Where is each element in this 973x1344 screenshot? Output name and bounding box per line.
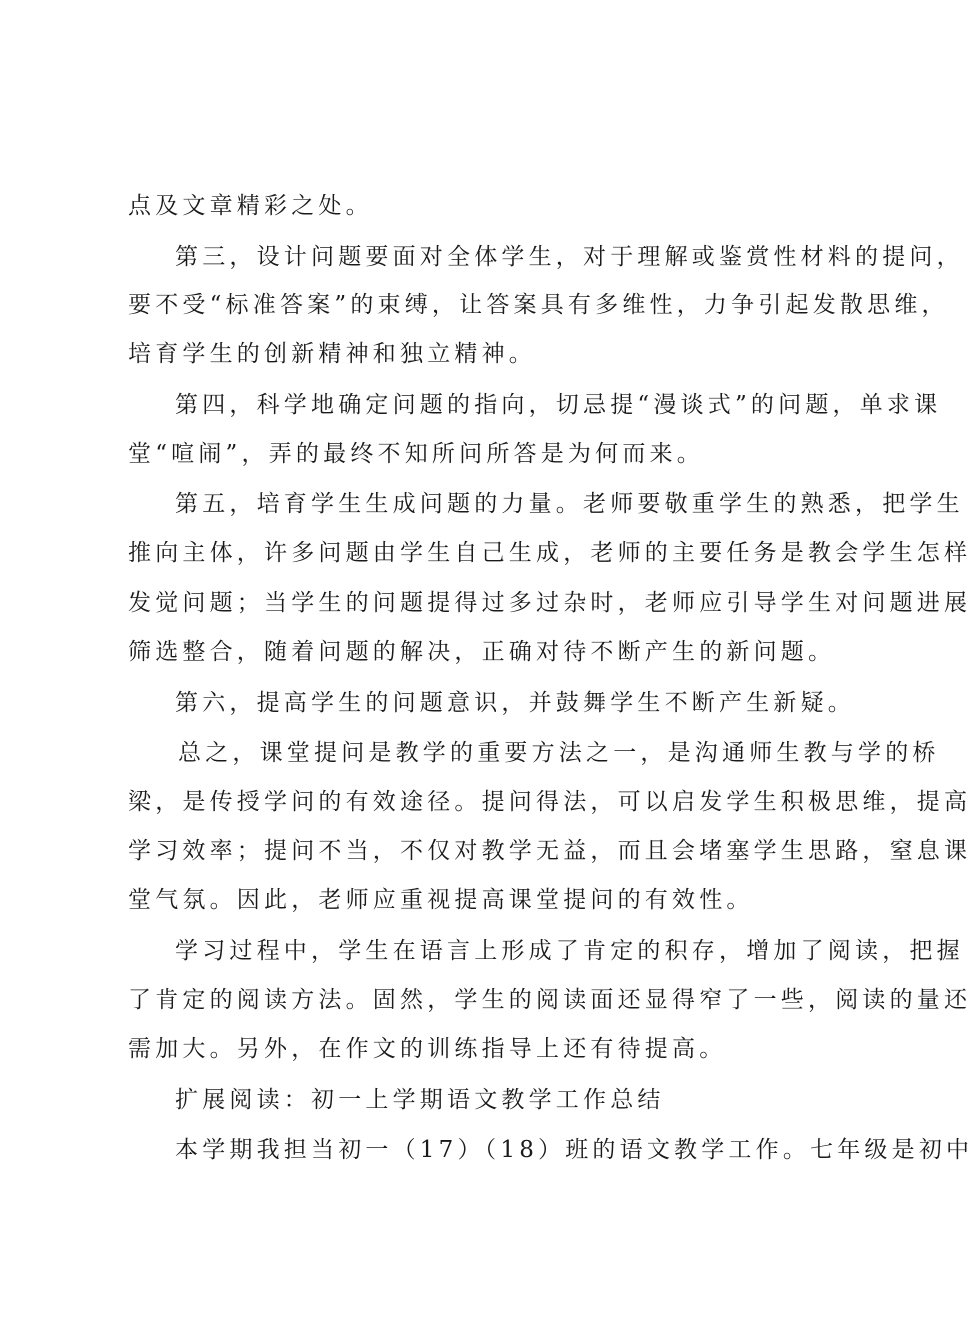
paragraph-summary-line-2: 梁，是传授学问的有效途径。提问得法，可以启发学生积极思维，提高	[128, 789, 972, 815]
text-line-continuation: 点及文章精彩之处。	[128, 193, 373, 219]
paragraph-fifth-line-4: 筛选整合，随着问题的解决，正确对待不断产生的新问题。	[128, 639, 836, 665]
paragraph-third-line-3: 培育学生的创新精神和独立精神。	[128, 341, 536, 367]
paragraph-third-line-1: 第三，设计问题要面对全体学生，对于理解或鉴赏性材料的提问，	[175, 244, 964, 270]
paragraph-summary-line-1: 总之，课堂提问是教学的重要方法之一，是沟通师生教与学的桥	[178, 740, 940, 766]
paragraph-learning-line-3: 需加大。另外，在作文的训练指导上还有待提高。	[128, 1036, 727, 1062]
paragraph-fifth-line-3: 发觉问题；当学生的问题提得过多过杂时，老师应引导学生对问题进展	[128, 590, 972, 616]
paragraph-summary-intro-line-1: 本学期我担当初一（17）（18）班的语文教学工作。七年级是初中	[175, 1137, 973, 1163]
paragraph-learning-line-2: 了肯定的阅读方法。固然，学生的阅读面还显得窄了一些，阅读的量还	[128, 987, 972, 1013]
paragraph-third-line-2: 要不受“标准答案”的束缚，让答案具有多维性，力争引起发散思维，	[128, 292, 949, 318]
paragraph-fourth-line-1: 第四，科学地确定问题的指向，切忌提“漫谈式”的问题，单求课	[175, 392, 942, 418]
paragraph-fourth-line-2: 堂“喧闹”，弄的最终不知所问所答是为何而来。	[128, 441, 704, 467]
extended-reading-heading: 扩展阅读：初一上学期语文教学工作总结	[175, 1087, 665, 1113]
paragraph-summary-line-3: 学习效率；提问不当，不仅对教学无益，而且会堵塞学生思路，窒息课	[128, 838, 972, 864]
paragraph-fifth-line-2: 推向主体，许多问题由学生自己生成，老师的主要任务是教会学生怎样	[128, 540, 972, 566]
paragraph-fifth-line-1: 第五，培育学生生成问题的力量。老师要敬重学生的熟悉，把学生	[175, 491, 964, 517]
paragraph-learning-line-1: 学习过程中，学生在语言上形成了肯定的积存，增加了阅读，把握	[175, 938, 964, 964]
paragraph-summary-line-4: 堂气氛。因此，老师应重视提高课堂提问的有效性。	[128, 887, 754, 913]
paragraph-sixth-line-1: 第六，提高学生的问题意识，并鼓舞学生不断产生新疑。	[175, 690, 855, 716]
